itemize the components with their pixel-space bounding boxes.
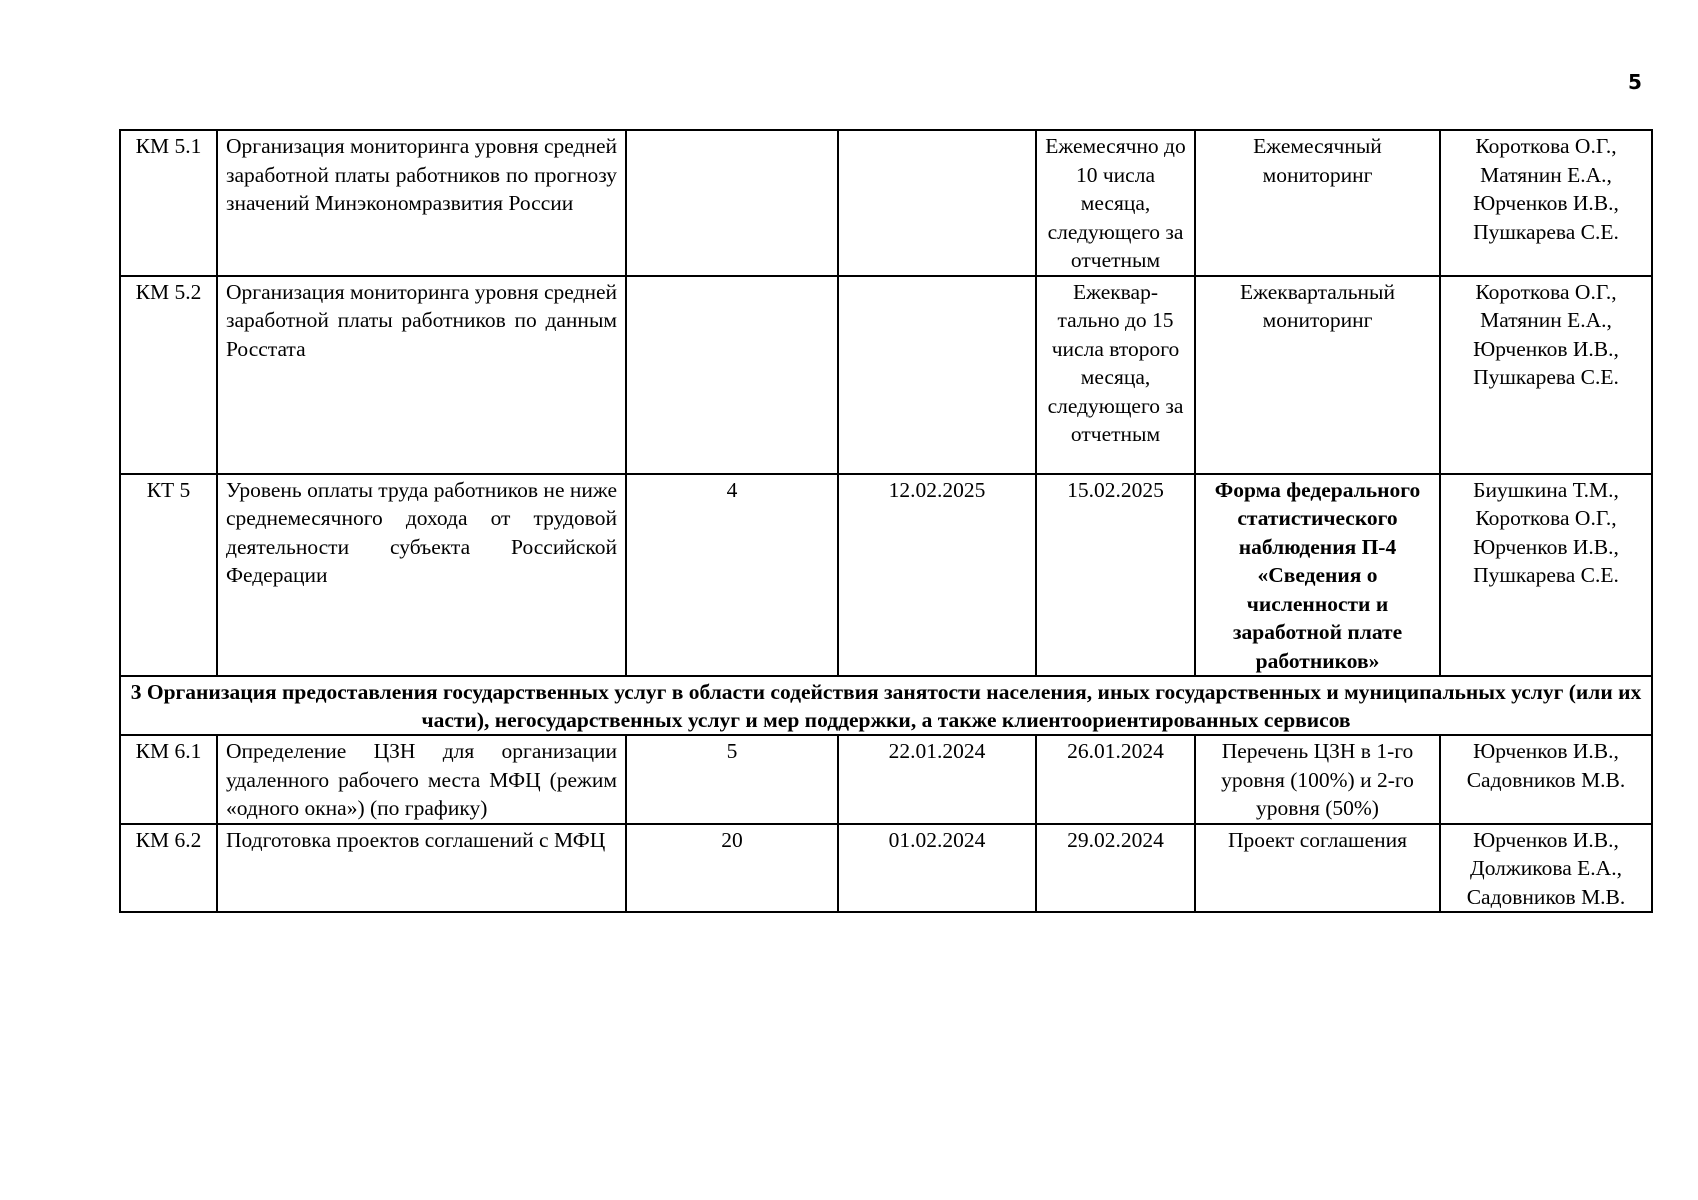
row-end-date: Ежеквар-тально до 15 числа второго месяца, следующего за отчетным <box>1036 276 1195 474</box>
table-row <box>120 474 1652 677</box>
row-code: КМ 6.1 <box>120 735 217 824</box>
row-name: Уровень оплаты труда работников не ниже среднемесячного дохода от трудовой деятельности субъекта Российской Федерации <box>217 474 626 677</box>
row-start-date: 12.02.2025 <box>838 474 1036 677</box>
row-responsible: Юрченков И.В., Должикова Е.А., Садовников М.В. <box>1440 824 1652 913</box>
section-row <box>120 676 1652 735</box>
row-end-date: 15.02.2025 <box>1036 474 1195 677</box>
table-row <box>120 824 1652 913</box>
row-responsible: Биушкина Т.М., Короткова О.Г., Юрченков И.В., Пушкарева С.Е. <box>1440 474 1652 677</box>
row-name: Организация мониторинга уровня средней заработной платы работников по прогнозу значений Минэкономразвития России <box>217 130 626 276</box>
table-row <box>120 735 1652 824</box>
table-row <box>120 276 1652 474</box>
row-responsible: Короткова О.Г., Матянин Е.А., Юрченков И.В., Пушкарева С.Е. <box>1440 130 1652 276</box>
row-result: Перечень ЦЗН в 1-го уровня (100%) и 2-го уровня (50%) <box>1195 735 1440 824</box>
row-name: Определение ЦЗН для организации удаленного рабочего места МФЦ (режим «одного окна») (по графику) <box>217 735 626 824</box>
row-start-date <box>838 130 1036 276</box>
row-code: КМ 6.2 <box>120 824 217 913</box>
row-count <box>626 276 838 474</box>
row-code: КМ 5.1 <box>120 130 217 276</box>
row-result: Ежемесячный мониторинг <box>1195 130 1440 276</box>
row-end-date: 26.01.2024 <box>1036 735 1195 824</box>
row-result: Форма федерального статистического наблюдения П-4 «Сведения о численности и заработной плате работников» <box>1195 474 1440 677</box>
row-responsible: Короткова О.Г., Матянин Е.А., Юрченков И.В., Пушкарева С.Е. <box>1440 276 1652 474</box>
row-count: 4 <box>626 474 838 677</box>
row-code: КТ 5 <box>120 474 217 677</box>
row-name: Подготовка проектов соглашений с МФЦ <box>217 824 626 913</box>
row-result: Ежеквартальный мониторинг <box>1195 276 1440 474</box>
row-start-date <box>838 276 1036 474</box>
row-count: 5 <box>626 735 838 824</box>
row-code: КМ 5.2 <box>120 276 217 474</box>
row-end-date: 29.02.2024 <box>1036 824 1195 913</box>
plan-table <box>119 129 1653 913</box>
row-responsible: Юрченков И.В., Садовников М.В. <box>1440 735 1652 824</box>
row-count <box>626 130 838 276</box>
page-number: 5 <box>1628 70 1642 94</box>
row-result: Проект соглашения <box>1195 824 1440 913</box>
row-start-date: 22.01.2024 <box>838 735 1036 824</box>
table-row <box>120 130 1652 276</box>
row-start-date: 01.02.2024 <box>838 824 1036 913</box>
row-name: Организация мониторинга уровня средней заработной платы работников по данным Росстата <box>217 276 626 474</box>
row-end-date: Ежемесячно до 10 числа месяца, следующего за отчетным <box>1036 130 1195 276</box>
section-title: 3 Организация предоставления государственных услуг в области содействия занятости населения, иных государственных и муниципальных услуг (или их части), негосударственных услуг и мер поддержки, а также клиентоориентированных сервисов <box>120 676 1652 735</box>
row-count: 20 <box>626 824 838 913</box>
